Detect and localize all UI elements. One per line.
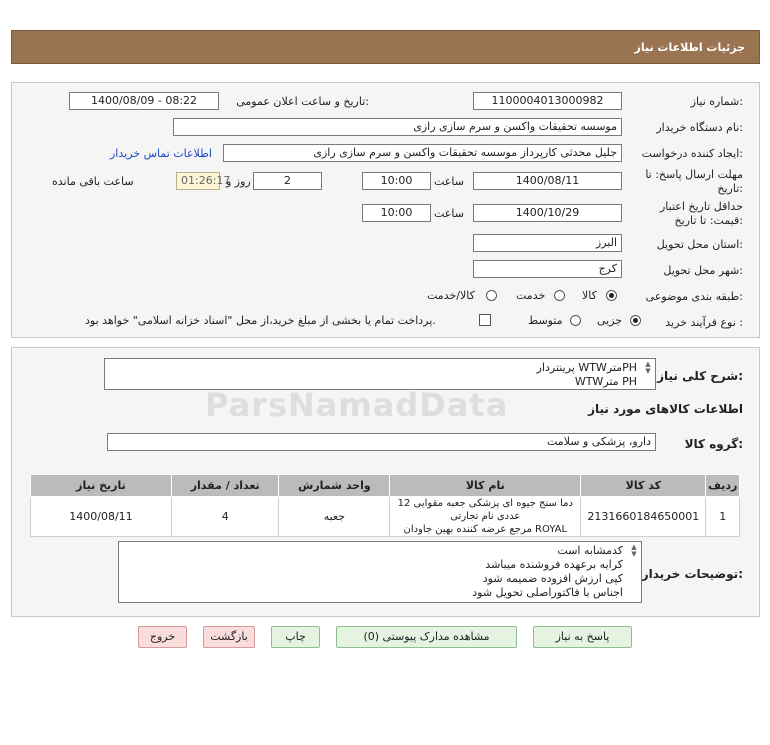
page-header [11,30,760,64]
buyer-note-line: کرایه برعهده فروشنده میباشد [485,558,623,571]
process-medium-radio[interactable] [570,315,581,326]
requester-field: جلیل محدثی کارپرداز موسسه تحقیقات واکسن و سرم سازی رازی [223,144,622,162]
category-both-radio[interactable] [486,290,497,301]
cell-name-line-2: ROYAL مرجع عرضه کننده بهین جاودان [403,524,568,535]
cell-code: 2131660184650001 [581,497,706,537]
goods-group-label: گروه کالا: [684,437,743,451]
buyer-org-label: نام دستگاه خریدار: [656,121,743,134]
remaining-timer: 01:26:17 [176,172,220,190]
buyer-note-line: کپی ارزش افزوده ضمیمه شود [482,572,623,585]
col-date: تاریخ نیاز [31,475,172,497]
print-button[interactable]: چاپ [271,626,320,648]
validity-label-2: قیمت: تا تاریخ: [674,214,743,227]
deadline-date-field: 1400/08/11 [473,172,622,190]
category-goods-radio[interactable] [606,290,617,301]
process-minor-radio[interactable] [630,315,641,326]
treasury-checkbox[interactable] [479,314,491,326]
province-label: استان محل تحویل: [656,238,743,251]
buyer-note-line: کدمشابه است [557,544,623,557]
city-field: کرج [473,260,622,278]
category-label: طبقه بندی موضوعی: [645,290,743,303]
days-field: 2 [253,172,322,190]
table-header-row [31,475,740,497]
process-minor-label: جزیی [597,314,623,327]
exit-button[interactable]: خروج [138,626,187,648]
summary-label: شرح کلی نیاز: [657,369,743,383]
cell-row: 1 [706,497,740,537]
remaining-label: ساعت باقی مانده [52,175,134,188]
summary-line-2: PH مترWTW [574,375,637,388]
announce-field: 1400/08/09 - 08:22 [69,92,219,110]
col-name: نام کالا [390,475,581,497]
category-service-radio[interactable] [554,290,565,301]
summary-line-1: PHمترWTW پرینتردار [536,361,637,374]
table-row[interactable] [31,497,740,537]
need-number-field: 1100004013000982 [473,92,622,110]
col-code: کد کالا [581,475,706,497]
announce-label: تاریخ و ساعت اعلان عمومی: [236,95,369,108]
buyer-notes-box [118,541,642,603]
goods-group-field: دارو، پزشکی و سلامت [107,433,656,451]
validity-time-field: 10:00 [362,204,431,222]
col-unit: واحد شمارش [279,475,390,497]
buyer-org-field: موسسه تحقیقات واکسن و سرم سازی رازی [173,118,622,136]
col-row: ردیف [706,475,740,497]
items-table [30,474,740,537]
category-both-label: کالا/خدمت [427,289,475,302]
validity-label: حداقل تاریخ اعتبار [659,200,743,213]
contact-buyer-link[interactable]: اطلاعات تماس خریدار [110,147,212,160]
buyer-notes-label: توضیحات خریدار: [641,567,743,581]
validity-time-label: ساعت [434,207,464,220]
back-button[interactable]: بازگشت [203,626,255,648]
goods-info-title: اطلاعات کالاهای مورد نیاز [588,402,743,416]
process-label: نوع فرآیند خرید : [665,316,743,329]
deadline-label-2: تاریخ: [717,182,743,195]
attachments-button[interactable]: مشاهده مدارک پیوستی (0) [336,626,517,648]
city-label: شهر محل تحویل: [663,264,743,277]
category-goods-label: کالا [582,289,597,302]
requester-label: ایجاد کننده درخواست: [641,147,743,160]
col-qty: تعداد / مقدار [171,475,279,497]
cell-name-line-1: دما سنج جیوه ای پزشکی جعبه مقوایی 12 عددی نام تجارتی [397,498,573,522]
deadline-time-field: 10:00 [362,172,431,190]
cell-date: 1400/08/11 [31,497,172,537]
page-title: جزئیات اطلاعات نیاز [634,41,745,54]
process-medium-label: متوسط [528,314,563,327]
need-number-label: شماره نیاز: [690,95,743,108]
summary-scroll-arrows[interactable]: ▲ ▼ [645,360,651,375]
days-label: روز و [226,175,251,188]
buyer-note-line: اجناس با فاکتوراصلی تحویل شود [472,586,623,599]
cell-name [390,497,581,537]
cell-qty: 4 [171,497,279,537]
reply-button[interactable]: پاسخ به نیاز [533,626,632,648]
category-service-label: خدمت [516,289,546,302]
province-field: البرز [473,234,622,252]
deadline-label: مهلت ارسال پاسخ: تا [645,168,743,181]
validity-date-field: 1400/10/29 [473,204,622,222]
notes-scroll-arrows[interactable]: ▲ ▼ [631,543,637,558]
deadline-time-label: ساعت [434,175,464,188]
watermark-text: ParsNamadData [205,386,509,424]
cell-unit: جعبه [279,497,390,537]
treasury-note: پرداخت تمام یا بخشی از مبلغ خرید،از محل "اسناد خزانه اسلامی" خواهد بود. [85,314,436,327]
